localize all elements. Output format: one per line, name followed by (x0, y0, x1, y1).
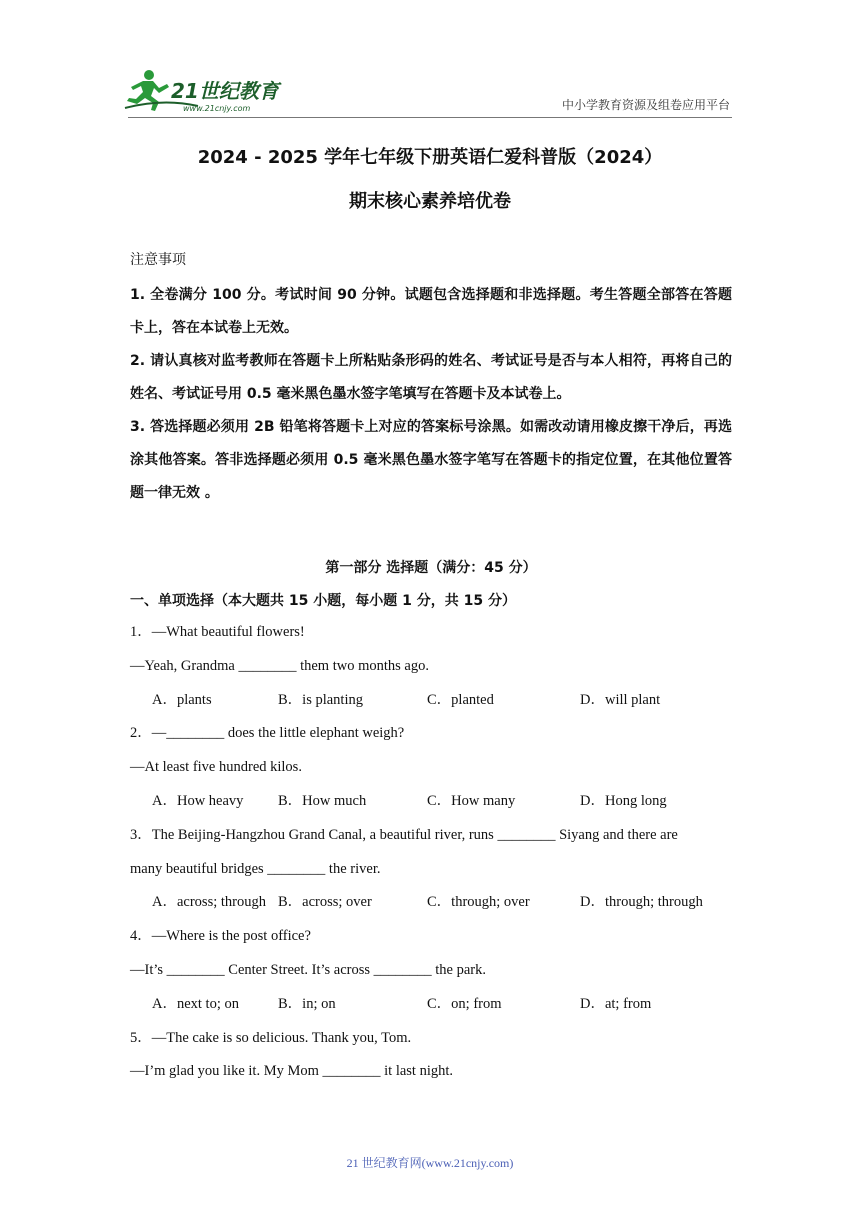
question (130, 819, 732, 920)
document-body (130, 250, 732, 1089)
notice-item: 3. 答选择题必须用 2B 铅笔将答题卡上对应的答案标号涂黑。如需改动请用橡皮擦干净后，再选涂其他答案。答非选择题必须用 0.5 毫米黑色墨水签字笔写在答题卡的指定位置，在其他位置答题一律无效 。 (130, 419, 732, 501)
header-divider (128, 117, 732, 118)
option-c: C．How many (427, 792, 516, 809)
question-line: —It’s ________ Center Street. It’s across ________ the park. (130, 961, 486, 978)
option-a: A．across; through (152, 894, 266, 911)
option-b: B．is planting (278, 691, 363, 708)
question (130, 616, 732, 717)
platform-name: 中小学教育资源及组卷应用平台 (561, 98, 730, 112)
question (130, 1022, 732, 1090)
logo-text: 21世纪教育 (171, 79, 279, 103)
logo-url: www.21cnjy.com (183, 104, 251, 113)
page-header (0, 0, 860, 118)
option-d: D．will plant (580, 691, 661, 708)
option-d: D．at; from (580, 995, 652, 1012)
question-line: —I’m glad you like it. My Mom ________ it last night. (130, 1063, 454, 1080)
option-c: C．through; over (427, 894, 530, 911)
option-b: B．How much (278, 792, 367, 809)
option-a: A．next to; on (152, 995, 239, 1012)
question-stem: 3．The Beijing-Hangzhou Grand Canal, a beautiful river, runs ________ Siyang and there are (130, 826, 678, 843)
option-b: B．in; on (278, 995, 336, 1012)
page-footer: 21 世纪教育网(www.21cnjy.com) (346, 1156, 514, 1170)
option-a: A．plants (152, 691, 212, 708)
option-a: A．How heavy (152, 792, 244, 809)
question-stem: 4．—Where is the post office? (130, 928, 311, 945)
notice-item: 2. 请认真核对监考教师在答题卡上所粘贴条形码的姓名、考试证号是否与本人相符，再将自己的姓名、考试证号用 0.5 毫米黑色墨水签字笔填写在答题卡及本试卷上。 (130, 353, 732, 402)
section-heading: 一、单项选择（本大题共 15 小题，每小题 1 分，共 15 分） (130, 593, 516, 609)
notice-item: 1. 全卷满分 100 分。考试时间 90 分钟。试题包含选择题和非选择题。考生答题全部答在答题卡上，答在本试卷上无效。 (130, 287, 732, 336)
option-c: C．planted (427, 691, 494, 708)
option-d: D．through; through (580, 894, 703, 911)
question-stem: 1．—What beautiful flowers! (130, 624, 305, 640)
answer-options (130, 684, 732, 718)
option-d: D．Hong long (580, 792, 667, 809)
page-title: 2024 - 2025 学年七年级下册英语仁爱科普版（2024） (197, 147, 663, 168)
option-c: C．on; from (427, 995, 502, 1012)
notice-heading: 注意事项 (130, 252, 186, 268)
question (130, 717, 732, 818)
question-line: many beautiful bridges ________ the river. (130, 860, 381, 877)
answer-options (130, 988, 732, 1022)
question (130, 920, 732, 1021)
question-stem: 5．—The cake is so delicious. Thank you, Tom. (130, 1029, 412, 1046)
question-line: —At least five hundred kilos. (130, 759, 302, 776)
question-stem: 2．—________ does the little elephant weigh? (130, 725, 405, 742)
option-b: B．across; over (278, 894, 372, 911)
question-line: —Yeah, Grandma ________ them two months ago. (130, 657, 429, 674)
page-subtitle: 期末核心素养培优卷 (349, 191, 511, 212)
answer-options (130, 785, 732, 819)
answer-options (130, 886, 732, 920)
part-heading: 第一部分 选择题（满分：45 分） (325, 560, 537, 576)
runner-icon (127, 70, 169, 111)
logo-21cnjy (123, 68, 293, 114)
